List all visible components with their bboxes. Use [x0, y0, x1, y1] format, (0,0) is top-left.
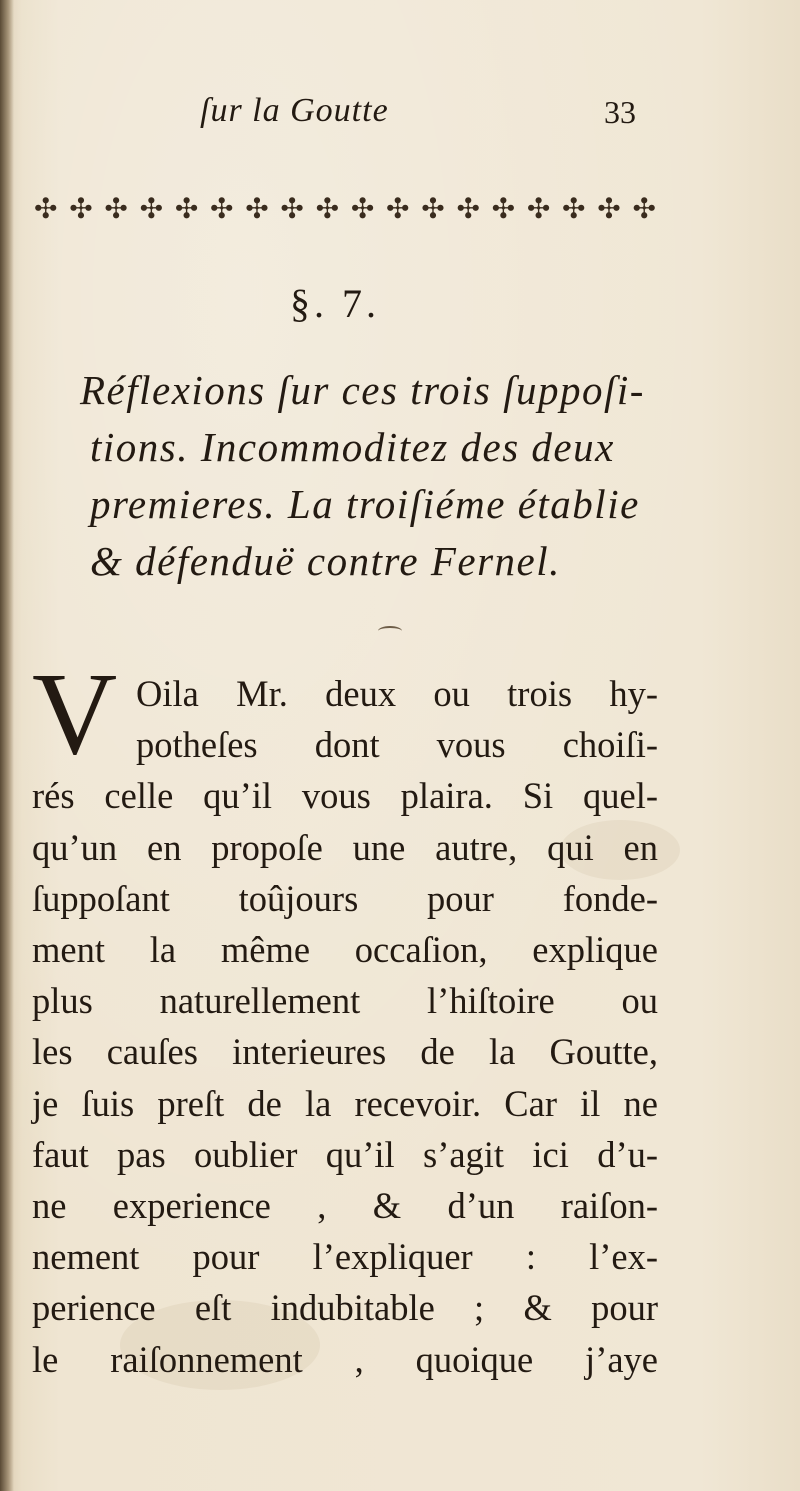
- fleuron-ornament-icon: ✣: [491, 194, 516, 225]
- body-line: ſuppoſant toûjours pour fonde-: [32, 877, 658, 919]
- body-line: Oila Mr. deux ou trois hy-: [136, 673, 658, 714]
- body-line: ment la même occaſion, explique: [32, 929, 658, 971]
- body-line: les cauſes interieures de la Goutte,: [32, 1031, 658, 1073]
- body-line: nement pour l’expliquer : l’ex-: [32, 1236, 658, 1278]
- body-line: je ſuis preſt de la recevoir. Car il ne: [32, 1082, 658, 1124]
- section-summary: [80, 362, 660, 590]
- fleuron-ornament-icon: ✣: [34, 194, 58, 225]
- body-line: ne experience , & d’un raiſon-: [32, 1185, 658, 1227]
- fleuron-ornament-icon: ✣: [562, 194, 586, 225]
- fleuron-ornament-icon: ✣: [526, 194, 551, 225]
- fleuron-ornament-icon: ✣: [421, 194, 445, 225]
- drop-cap: V: [32, 648, 118, 779]
- summary-line: Réflexions ſur ces trois ſuppoſi-: [80, 367, 645, 413]
- body-paragraph: [32, 668, 658, 1385]
- fleuron-ornament-icon: ✣: [350, 194, 375, 225]
- fleuron-ornament-icon: ✣: [315, 194, 340, 225]
- fleuron-ornament-icon: ✣: [104, 194, 128, 225]
- fleuron-ornament-icon: ✣: [174, 194, 199, 225]
- body-line: rés celle qu’il vous plaira. Si quel-: [32, 775, 658, 817]
- fleuron-ornament-icon: ✣: [632, 194, 656, 225]
- section-number: §. 7.: [290, 281, 380, 326]
- body-line: faut pas oublier qu’il s’agit ici d’u-: [32, 1133, 658, 1175]
- summary-line: & défenduë contre Fernel.: [90, 538, 561, 584]
- fleuron-ornament-icon: ✣: [386, 194, 410, 225]
- body-line: plus naturellement l’hiſtoire ou: [32, 980, 658, 1022]
- running-header: [0, 92, 800, 142]
- fleuron-ornament-icon: ✣: [69, 194, 93, 225]
- running-head-title: ſur la Goutte: [200, 92, 389, 129]
- body-line: perience eſt indubitable ; & pour: [32, 1287, 658, 1329]
- body-line: potheſes dont vous choiſi-: [136, 724, 658, 766]
- fleuron-ornament-band: [34, 190, 656, 230]
- summary-line: tions. Incommoditez des deux: [90, 424, 615, 470]
- summary-line: premieres. La troiſiéme établie: [90, 481, 640, 527]
- fleuron-ornament-icon: ✣: [245, 194, 269, 225]
- fleuron-ornament-icon: ✣: [210, 194, 234, 225]
- body-line: qu’un en propoſe une autre, qui en: [32, 826, 658, 868]
- fleuron-ornament-icon: ✣: [456, 194, 480, 225]
- page-number: 33: [604, 94, 636, 130]
- fleuron-ornament-icon: ✣: [139, 194, 164, 225]
- divider-mark: [378, 626, 402, 636]
- fleuron-ornament-icon: ✣: [280, 194, 304, 225]
- page-gutter-shadow: [0, 0, 14, 1491]
- fleuron-ornament-icon: ✣: [597, 194, 621, 225]
- body-line: le raiſonnement , quoique j’aye: [32, 1338, 658, 1380]
